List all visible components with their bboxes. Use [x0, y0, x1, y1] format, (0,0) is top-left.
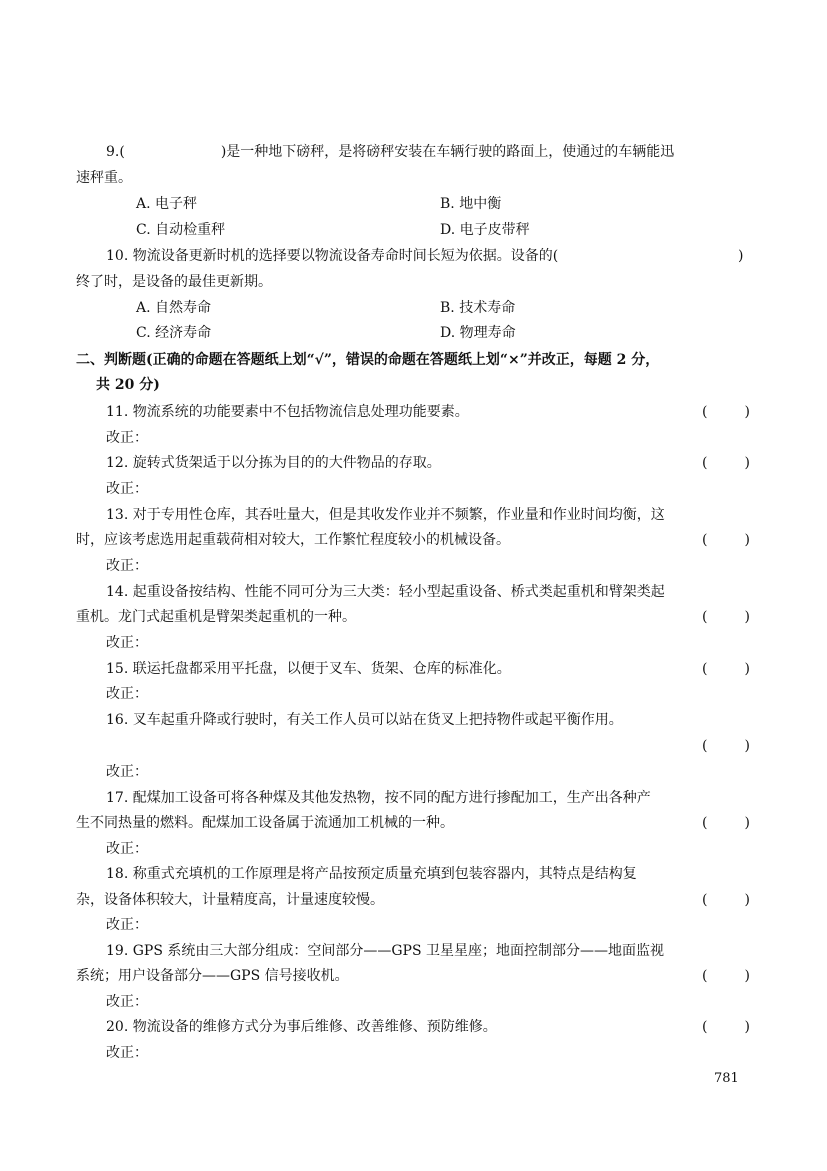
q17-line1: 17. 配煤加工设备可将各种煤及其他发热物，按不同的配方进行掺配加工，生产出各种产	[106, 790, 651, 806]
q11-answer-paren[interactable]: ( )	[702, 404, 750, 420]
q11-line1: 11. 物流系统的功能要素中不包括物流信息处理功能要素。	[106, 404, 469, 420]
q9-option-a: A. 电子秤	[136, 196, 198, 212]
q9-line2: 速秤重。	[76, 170, 132, 186]
q10-option-d: D. 物理寿命	[440, 325, 516, 341]
q19-line1: 19. GPS 系统由三大部分组成：空间部分——GPS 卫星星座；地面控制部分——地面监视	[106, 943, 665, 959]
q13-correction-label: 改正：	[106, 558, 148, 574]
q9-option-d: D. 电子皮带秤	[440, 222, 530, 238]
q16-line1: 16. 叉车起重升降或行驶时，有关工作人员可以站在货叉上把持物件或起平衡作用。	[106, 712, 623, 728]
q12-line1: 12. 旋转式货架适于以分拣为目的的大件物品的存取。	[106, 455, 441, 471]
q10-line1: 10. 物流设备更新时机的选择要以物流设备寿命时间长短为依据。设备的(	[106, 248, 559, 264]
q17-answer-paren[interactable]: ( )	[702, 815, 750, 831]
q14-answer-paren[interactable]: ( )	[702, 609, 750, 625]
q10-option-c: C. 经济寿命	[136, 325, 212, 341]
q19-correction-label: 改正：	[106, 994, 148, 1010]
q10-paren-close: )	[738, 248, 744, 264]
q16-correction-label: 改正：	[106, 764, 148, 780]
q9-line1: 9.( )是一种地下磅秤，是将磅秤安装在车辆行驶的路面上，使通过的车辆能迅	[106, 144, 675, 160]
q14-line1: 14. 起重设备按结构、性能不同可分为三大类：轻小型起重设备、桥式类起重机和臂架类起	[106, 584, 665, 600]
section2-heading-line2: 共 20 分)	[96, 377, 160, 393]
q18-correction-label: 改正：	[106, 917, 148, 933]
q12-answer-paren[interactable]: ( )	[702, 455, 750, 471]
q18-line1: 18. 称重式充填机的工作原理是将产品按预定质量充填到包装容器内，其特点是结构复	[106, 866, 637, 882]
q10-line2: 终了时，是设备的最佳更新期。	[76, 274, 272, 290]
q17-line2: 生不同热量的燃料。配煤加工设备属于流通加工机械的一种。	[76, 815, 454, 831]
q14-correction-label: 改正：	[106, 635, 148, 651]
q17-correction-label: 改正：	[106, 841, 148, 857]
page-number: 781	[714, 1071, 739, 1086]
q13-line1: 13. 对于专用性仓库，其吞吐量大，但是其收发作业并不频繁，作业量和作业时间均衡，这	[106, 507, 665, 523]
q9-option-c: C. 自动检重秤	[136, 222, 226, 238]
q20-answer-paren[interactable]: ( )	[702, 1019, 750, 1035]
q13-line2: 时，应该考虑选用起重载荷相对较大，工作繁忙程度较小的机械设备。	[76, 532, 510, 548]
section2-heading-line1: 二、判断题(正确的命题在答题纸上划“√”，错误的命题在答题纸上划“×”并改正，每题 2 分，	[76, 352, 660, 368]
q13-answer-paren[interactable]: ( )	[702, 532, 750, 548]
q16-answer-paren[interactable]: ( )	[702, 738, 750, 754]
q15-answer-paren[interactable]: ( )	[702, 661, 750, 677]
q12-correction-label: 改正：	[106, 481, 148, 497]
q20-line1: 20. 物流设备的维修方式分为事后维修、改善维修、预防维修。	[106, 1019, 497, 1035]
q15-line1: 15. 联运托盘都采用平托盘，以便于叉车、货架、仓库的标准化。	[106, 661, 511, 677]
q19-line2: 系统；用户设备部分——GPS 信号接收机。	[76, 968, 349, 984]
q9-option-b: B. 地中衡	[440, 196, 502, 212]
q18-line2: 杂，设备体积较大，计量精度高，计量速度较慢。	[76, 892, 384, 908]
q10-option-b: B. 技术寿命	[440, 300, 516, 316]
q18-answer-paren[interactable]: ( )	[702, 892, 750, 908]
q14-line2: 重机。龙门式起重机是臂架类起重机的一种。	[76, 609, 356, 625]
q15-correction-label: 改正：	[106, 686, 148, 702]
q11-correction-label: 改正：	[106, 430, 148, 446]
q19-answer-paren[interactable]: ( )	[702, 968, 750, 984]
q20-correction-label: 改正：	[106, 1045, 148, 1061]
q10-option-a: A. 自然寿命	[136, 300, 212, 316]
